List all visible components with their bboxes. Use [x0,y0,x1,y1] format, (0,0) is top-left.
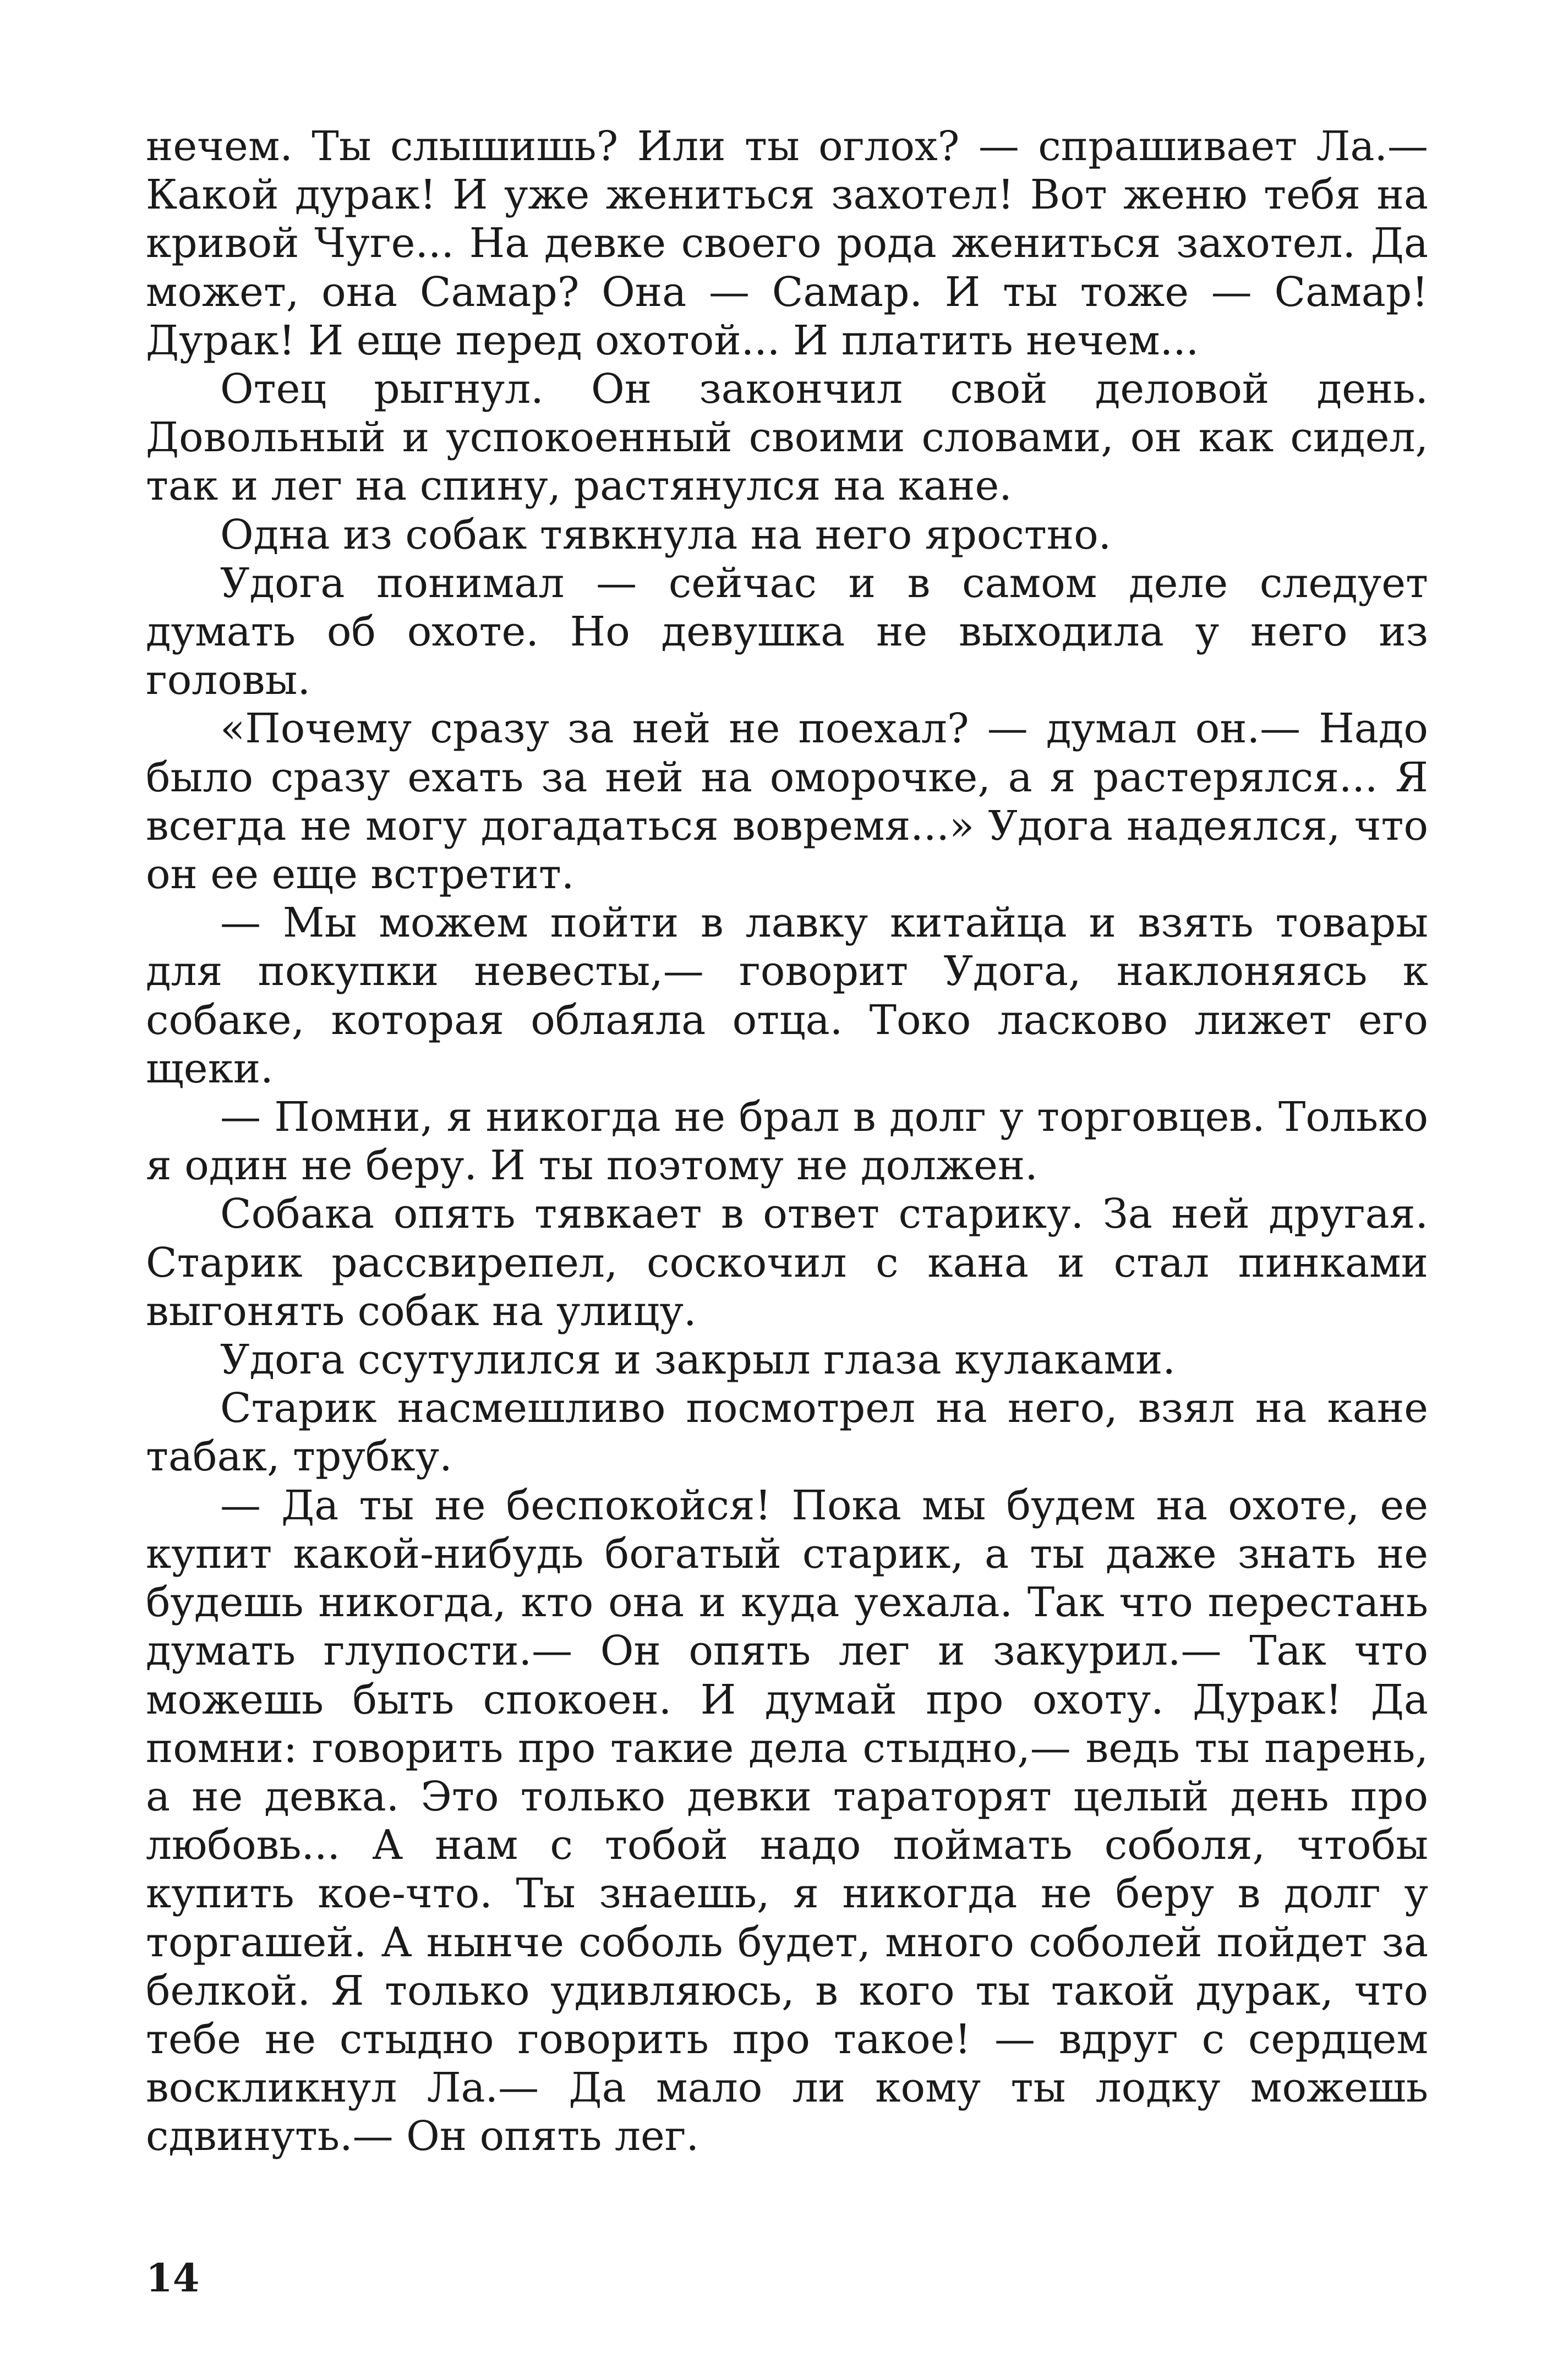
paragraph-8: Собака опять тявкает в ответ старику. За ней другая. Старик рассвирепел, соскочил с кана и стал пинками выгонять собак на улицу. [146,1190,1428,1335]
paragraph-1: нечем. Ты слышишь? Или ты оглох? — спрашивает Ла.— Какой дурак! И уже жениться захотел! Вот женю тебя на кривой Чуге... На девке своего рода жениться захотел. Да может, она Самар? Она — Самар. И ты тоже — Самар! Дурак! И еще перед охотой... И платить нечем... [146,123,1428,364]
body-text [146,122,1428,2161]
paragraph-7: — Помни, я никогда не брал в долг у торговцев. Только я один не беру. И ты поэтому не должен. [146,1093,1428,1190]
paragraph-11: — Да ты не беспокойся! Пока мы будем на охоте, ее купит какой-нибудь богатый старик, а ты даже знать не будешь никогда, кто она и куда уехала. Так что перестань думать глупости.— Он опять лег и закурил.— Так что можешь быть спокоен. И думай про охоту. Дурак! Да помни: говорить про такие дела стыдно,— ведь ты парень, а не девка. Это только девки тараторят целый день про любовь... А нам с тобой надо поймать соболя, чтобы купить кое-что. Ты знаешь, я никогда не беру в долг у торгашей. А нынче соболь будет, много соболей пойдет за белкой. Я только удивляюсь, в кого ты такой дурак, что тебе не стыдно говорить про такое! — вдруг с сердцем воскликнул Ла.— Да мало ли кому ты лодку можешь сдвинуть.— Он опять лег. [146,1481,1428,2160]
paragraph-10: Старик насмешливо посмотрел на него, взял на кане табак, трубку. [146,1385,1428,1481]
paragraph-2: Отец рыгнул. Он закончил свой деловой день. Довольный и успокоенный своими словами, он как сидел, так и лег на спину, растянулся на кане. [146,365,1428,510]
paragraph-5: «Почему сразу за ней не поехал? — думал он.— Надо было сразу ехать за ней на оморочке, а я растерялся... Я всегда не могу догадаться вовремя...» Удога надеялся, что он ее еще встретит. [146,705,1428,899]
paragraph-6: — Мы можем пойти в лавку китайца и взять товары для покупки невесты,— говорит Удога, наклоняясь к собаке, которая облаяла отца. Токо ласково лижет его щеки. [146,899,1428,1092]
paragraph-4: Удога понимал — сейчас и в самом деле следует думать об охоте. Но девушка не выходила у него из головы. [146,559,1428,704]
page-number: 14 [146,2255,200,2301]
paragraph-3: Одна из собак тявкнула на него яростно. [220,511,1112,559]
paragraph-9: Удога ссутулился и закрыл глаза кулаками. [220,1336,1176,1384]
